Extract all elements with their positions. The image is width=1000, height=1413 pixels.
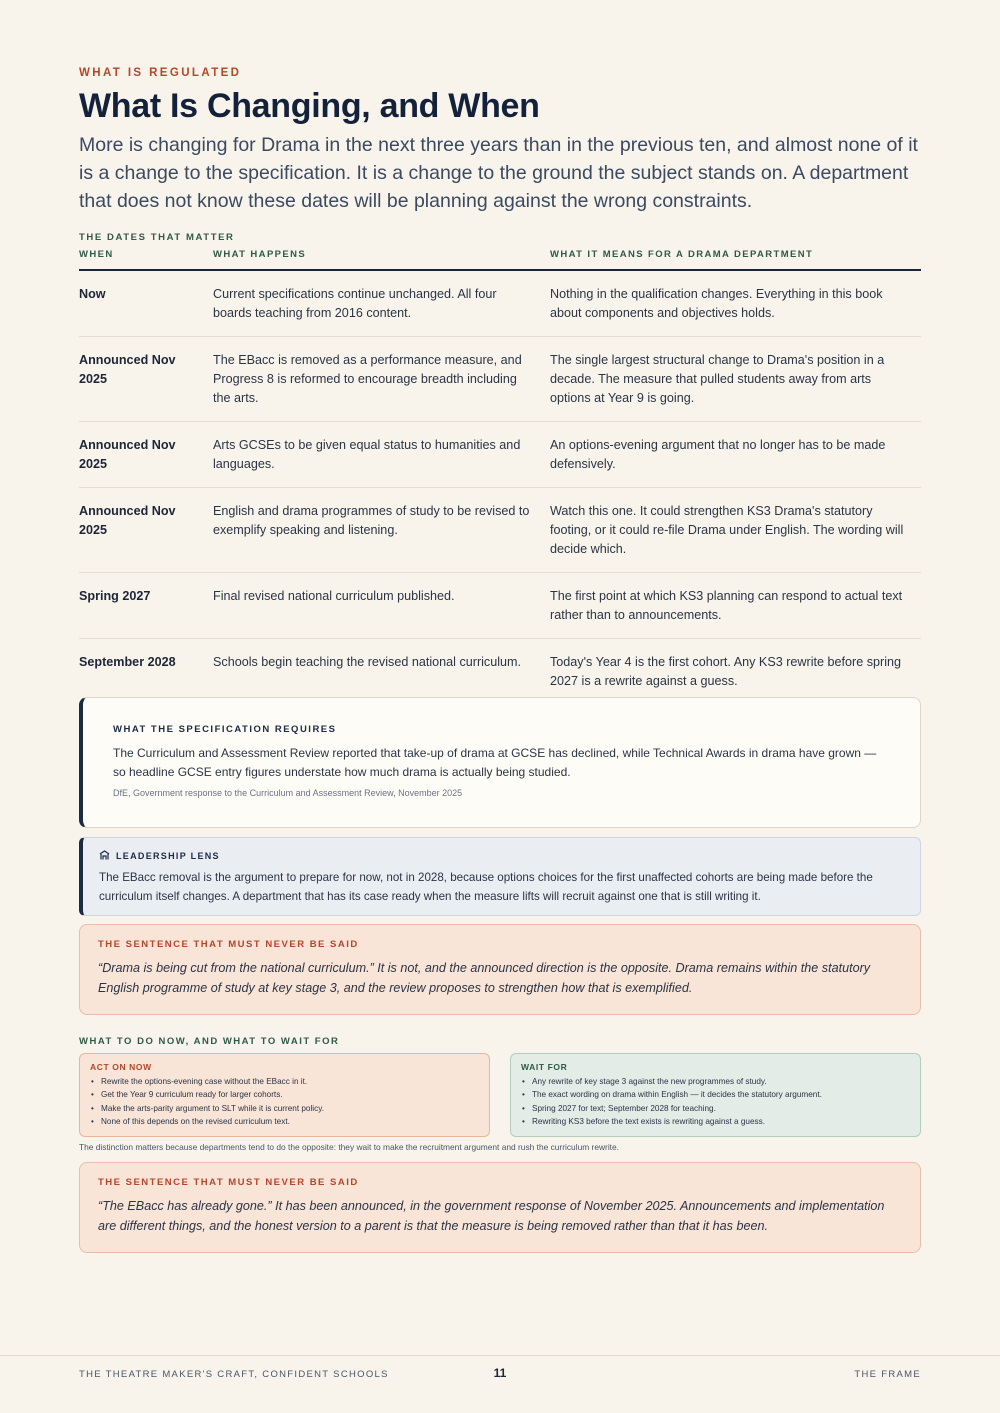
page-number: 11 — [493, 1366, 507, 1380]
never-say-heading: THE SENTENCE THAT MUST NEVER BE SAID — [98, 1177, 359, 1188]
cell-happens: Final revised national curriculum published. — [213, 573, 550, 639]
column-header-when: WHEN — [79, 246, 213, 270]
wait-list — [521, 1075, 910, 1129]
table-row — [79, 270, 921, 337]
table-caption: THE DATES THAT MATTER — [79, 232, 235, 243]
act-list — [90, 1075, 479, 1129]
intro-paragraph: More is changing for Drama in the next three years than in the previous ten, and almost none of it is a change to the specification. It is a change to the ground the subject stands on. A department that does not know these dates will be planning against the wrong constraints. — [79, 134, 918, 212]
cell-means: Today's Year 4 is the first cohort. Any KS3 rewrite before spring 2027 is a rewrite against a guess. — [550, 639, 921, 705]
specification-callout — [79, 697, 921, 828]
list-item: • Make the arts-parity argument to SLT while it is current policy. — [101, 1102, 479, 1115]
wait-heading: WAIT FOR — [521, 1062, 568, 1072]
never-say-body: “The EBacc has already gone.” It has been announced, in the government response of November 2025. Announcements and implementation are different things, and the honest version to a parent is that the measure is being removed rather than that it has been. — [98, 1199, 885, 1233]
never-say-body: “Drama is being cut from the national curriculum.” It is not, and the announced direction is the opposite. Drama remains within the statutory English programme of study at key stage 3, and the review proposes to strengthen how that is exemplified. — [98, 961, 871, 995]
dates-table — [79, 246, 921, 705]
section-kicker: WHAT IS REGULATED — [79, 67, 242, 79]
cell-means: The single largest structural change to Drama's position in a decade. The measure that pulled students away from arts options at Year 9 is going. — [550, 337, 921, 422]
table-header-row — [79, 246, 921, 270]
list-item: • Any rewrite of key stage 3 against the new programmes of study. — [532, 1075, 910, 1088]
list-item: • None of this depends on the revised curriculum text. — [101, 1115, 479, 1128]
wait-for-box — [510, 1053, 921, 1137]
footer-book-title: THE THEATRE MAKER'S CRAFT, CONFIDENT SCHOOLS — [79, 1369, 389, 1380]
table-row — [79, 488, 921, 573]
list-item: • Rewrite the options-evening case without the EBacc in it. — [101, 1075, 479, 1088]
cell-when: Announced Nov 2025 — [79, 337, 213, 422]
cell-happens: English and drama programmes of study to be revised to exemplify speaking and listening. — [213, 488, 550, 573]
cell-means: An options-evening argument that no longer has to be made defensively. — [550, 422, 921, 488]
distinction-note: The distinction matters because departments tend to do the opposite: they wait to make the recruitment argument and rush the curriculum rewrite. — [79, 1142, 619, 1152]
page-title: What Is Changing, and When — [79, 87, 540, 125]
cell-when: Now — [79, 270, 213, 337]
act-heading: ACT ON NOW — [90, 1062, 152, 1072]
callout-body: The Curriculum and Assessment Review reported that take-up of drama at GCSE has declined, while Technical Awards in drama have grown — so headline GCSE entry figures understate how much drama is actually being studied. — [113, 746, 877, 779]
cell-happens: Arts GCSEs to be given equal status to humanities and languages. — [213, 422, 550, 488]
cell-means: The first point at which KS3 planning can respond to actual text rather than to announcements. — [550, 573, 921, 639]
list-item: • Spring 2027 for text; September 2028 for teaching. — [532, 1102, 910, 1115]
building-icon — [99, 850, 110, 862]
column-header-happens: WHAT HAPPENS — [213, 246, 550, 270]
never-say-heading: THE SENTENCE THAT MUST NEVER BE SAID — [98, 939, 359, 950]
list-item: • Get the Year 9 curriculum ready for larger cohorts. — [101, 1088, 479, 1101]
todo-caption: WHAT TO DO NOW, AND WHAT TO WAIT FOR — [79, 1036, 340, 1047]
table-row — [79, 422, 921, 488]
leadership-lens-callout — [79, 837, 921, 916]
table-row — [79, 573, 921, 639]
cell-when: Announced Nov 2025 — [79, 488, 213, 573]
table-row — [79, 639, 921, 705]
cell-happens: Current specifications continue unchanged. All four boards teaching from 2016 content. — [213, 270, 550, 337]
callout-heading: WHAT THE SPECIFICATION REQUIRES — [113, 724, 337, 735]
cell-happens: Schools begin teaching the revised national curriculum. — [213, 639, 550, 705]
footer-divider — [0, 1355, 1000, 1356]
cell-when: Spring 2027 — [79, 573, 213, 639]
cell-means: Watch this one. It could strengthen KS3 Drama's statutory footing, or it could re-file Drama under English. The wording will decide which. — [550, 488, 921, 573]
never-say-callout-1 — [79, 924, 921, 1015]
act-on-now-box — [79, 1053, 490, 1137]
cell-when: Announced Nov 2025 — [79, 422, 213, 488]
list-item: • The exact wording on drama within English — it decides the statutory argument. — [532, 1088, 910, 1101]
list-item: • Rewriting KS3 before the text exists is rewriting against a guess. — [532, 1115, 910, 1128]
cell-means: Nothing in the qualification changes. Everything in this book about components and objectives holds. — [550, 270, 921, 337]
lens-body: The EBacc removal is the argument to prepare for now, not in 2028, because options choices for the first unaffected cohorts are being made before the curriculum itself changes. A department that has its case ready when the measure lifts will recruit against one that is still writing it. — [99, 871, 873, 903]
lens-heading-row — [99, 850, 904, 862]
lens-heading: LEADERSHIP LENS — [116, 851, 220, 861]
footer-section: THE FRAME — [854, 1369, 921, 1380]
callout-source: DfE, Government response to the Curriculum and Assessment Review, November 2025 — [113, 788, 463, 798]
cell-happens: The EBacc is removed as a performance measure, and Progress 8 is reformed to encourage breadth including the arts. — [213, 337, 550, 422]
cell-when: September 2028 — [79, 639, 213, 705]
column-header-means: WHAT IT MEANS FOR A DRAMA DEPARTMENT — [550, 246, 921, 270]
table-row — [79, 337, 921, 422]
never-say-callout-2 — [79, 1162, 921, 1253]
